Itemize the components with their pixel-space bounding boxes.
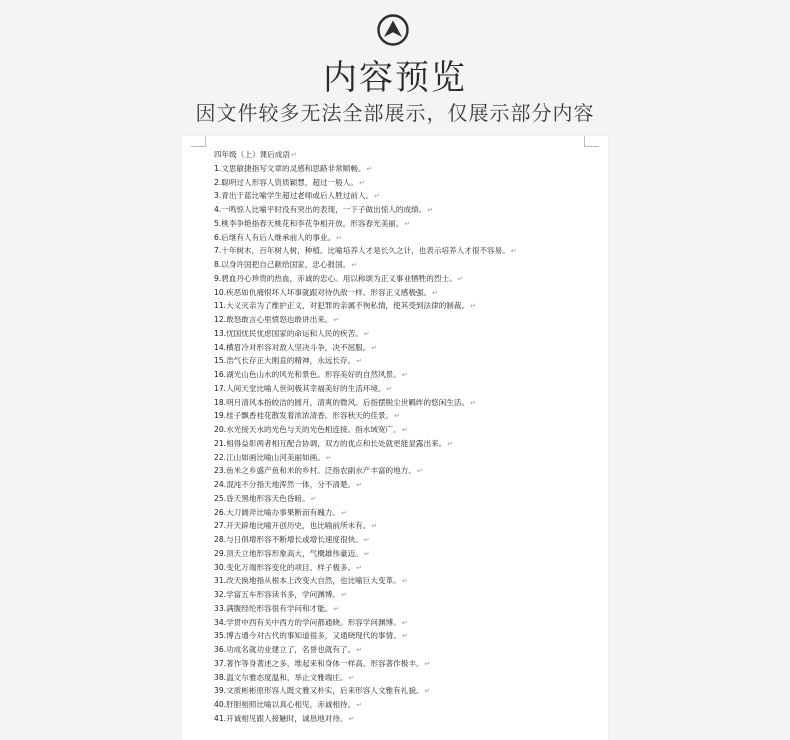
line-text: 29.顶天立地形容形象高大，气概雄伟豪迈。	[214, 548, 363, 558]
line-text: 35.博古通今对古代的事知道很多，又通晓现代的事情。	[214, 631, 401, 641]
line-text: 32.学富五车形容读书多，学问渊博。	[214, 590, 340, 599]
paragraph-mark-icon: ↵	[371, 522, 378, 531]
line-text: 34.学贯中西有关中西方的学问都通晓。形容学问渊博。	[214, 617, 401, 627]
document-line	[214, 231, 604, 245]
paragraph-mark-icon: ↵	[386, 384, 393, 393]
paragraph-mark-icon: ↵	[401, 577, 408, 586]
line-text: 5.桃李争艳指春天桃花和李花争相开放。形容春光美丽。	[214, 218, 404, 228]
document-line	[214, 574, 604, 588]
document-line	[214, 437, 604, 451]
line-text: 26.大刀阔斧比喻办事果断而有魄力。	[214, 507, 340, 517]
paragraph-mark-icon: ↵	[401, 632, 408, 641]
document-line	[214, 258, 604, 272]
page-subtitle: 因文件较多无法全部展示，仅展示部分内容	[195, 101, 595, 125]
document-line	[214, 629, 604, 643]
line-text: 18.明月清风本指皎洁的圆月，清爽的微风。后指摆脱尘世羁绊的悠闲生活。	[214, 397, 470, 407]
paragraph-mark-icon: ↵	[394, 412, 401, 421]
document-line	[214, 396, 604, 410]
paragraph-mark-icon: ↵	[356, 357, 363, 366]
line-text: 39.文质彬彬原形容人既文雅又朴实，后来形容人文雅有礼貌。	[214, 686, 424, 696]
line-text: 27.开天辟地比喻开创历史，也比喻前所未有。	[214, 521, 371, 531]
line-text: 36.功成名就功业建立了，名誉也就有了。	[214, 645, 356, 654]
line-text: 30.变化万端形容变化的项目、样子极多。	[214, 562, 356, 572]
document-line	[214, 327, 604, 341]
document-line	[214, 272, 604, 286]
document-line	[214, 162, 604, 176]
document-line	[214, 506, 604, 520]
document-line	[214, 354, 604, 368]
line-text: 37.著作等身著述之多，堆起来和身体一样高。形容著作极丰。	[214, 658, 424, 668]
line-text: 33.满腹经纶形容很有学问和才能。	[214, 603, 333, 613]
document-line	[214, 451, 604, 465]
line-text: 15.浩气长存正大刚直的精神，永远长存。	[214, 356, 356, 366]
line-text: 2.聪明过人形容人资质颖慧，超过一般人。	[214, 177, 358, 187]
line-text: 38.温文尔雅态度温和，举止文雅端庄。	[214, 672, 348, 682]
paragraph-mark-icon: ↵	[348, 673, 355, 682]
line-text: 21.相得益彰两者相互配合协调，双方的优点和长处就更能显露出来。	[214, 438, 447, 448]
document-line	[214, 684, 604, 698]
paragraph-mark-icon: ↵	[351, 261, 358, 269]
paragraph-mark-icon: ↵	[333, 316, 340, 324]
document-line	[214, 657, 604, 671]
document-line	[214, 588, 604, 602]
line-text: 40.肝胆相照比喻以真心相见，赤诚相待。	[214, 700, 356, 709]
paragraph-mark-icon: ↵	[447, 439, 454, 448]
line-text: 8.以身许国把自己献给国家，忠心报国。	[214, 260, 351, 269]
document-line	[214, 464, 604, 478]
line-text: 6.后继有人有后人继承前人的事业。	[214, 232, 336, 242]
document-line	[214, 671, 604, 685]
paragraph-mark-icon: ↵	[374, 192, 380, 201]
page-title: 内容预览	[323, 58, 467, 98]
line-text: 7.十年树木，百年树人树，种植。比喻培养人才是长久之计，也表示培养人才很不容易。	[214, 246, 510, 256]
line-text: 12.敢怒敢言心里愤怒也敢讲出来。	[214, 315, 333, 324]
paragraph-mark-icon: ↵	[371, 343, 378, 352]
paragraph-mark-icon: ↵	[401, 371, 408, 379]
line-text: 24.混沌不分指天地浑然一体，分不清楚。	[214, 480, 356, 489]
paragraph-mark-icon: ↵	[356, 701, 363, 709]
document-line	[214, 643, 604, 657]
document-line	[214, 313, 604, 327]
paragraph-mark-icon: ↵	[401, 618, 408, 627]
document-line	[214, 561, 604, 575]
line-text: 22.江山如画比喻山河美丽如画。	[214, 452, 325, 462]
paragraph-mark-icon: ↵	[404, 219, 411, 228]
line-text: 23.鱼米之乡盛产鱼和米的乡村。泛指农副水产丰富的地方。	[214, 466, 416, 476]
line-text: 四年级（上）课后成语	[214, 150, 290, 159]
paragraph-mark-icon: ↵	[310, 494, 317, 503]
paragraph-mark-icon: ↵	[416, 467, 423, 476]
document-line	[214, 368, 604, 382]
line-text: 14.横眉冷对形容对敌人坚决斗争，决不屈服。	[214, 342, 371, 352]
line-text: 11.大义灭亲为了维护正义，对犯罪的亲属不徇私情，使其受到法律的制裁。	[214, 301, 470, 311]
paragraph-mark-icon: ↵	[366, 164, 373, 173]
document-line	[214, 299, 604, 313]
line-text: 17.人间天堂比喻人世间极其幸福美好的生活环境。	[214, 383, 386, 393]
paragraph-mark-icon: ↵	[363, 329, 370, 338]
paragraph-mark-icon: ↵	[356, 481, 363, 489]
paragraph-mark-icon: ↵	[333, 604, 340, 613]
paragraph-mark-icon: ↵	[358, 178, 365, 187]
paragraph-mark-icon: ↵	[325, 453, 332, 462]
document-line	[214, 244, 604, 258]
line-text: 41.开诚相见跟人接触时，诚恳地对待。	[214, 713, 348, 723]
paragraph-mark-icon: ↵	[356, 646, 363, 654]
document-heading	[214, 148, 604, 162]
document-page[interactable]	[182, 136, 608, 740]
document-line	[214, 547, 604, 561]
paragraph-mark-icon: ↵	[470, 302, 476, 311]
logo-icon	[377, 14, 409, 46]
document-line	[214, 423, 604, 437]
line-text: 16.湖光山色山水的风光和景色。形容美好的自然风景。	[214, 370, 401, 379]
document-line	[214, 382, 604, 396]
document-line	[214, 712, 604, 726]
document-line	[214, 409, 604, 423]
document-line	[214, 492, 604, 506]
document-line	[214, 217, 604, 231]
crop-mark-top-left	[191, 136, 206, 147]
paragraph-mark-icon: ↵	[363, 536, 370, 544]
line-text: 20.水光接天水的光色与天的光色相连接。指水域宽广。	[214, 425, 401, 434]
paragraph-mark-icon: ↵	[457, 274, 464, 283]
document-line	[214, 176, 604, 190]
paragraph-mark-icon: ↵	[510, 247, 517, 256]
paragraph-mark-icon: ↵	[340, 591, 347, 599]
document-line	[214, 698, 604, 712]
document-line	[214, 616, 604, 630]
paragraph-mark-icon: ↵	[363, 549, 370, 558]
paragraph-mark-icon: ↵	[470, 398, 476, 407]
paragraph-mark-icon: ↵	[356, 563, 363, 572]
document-body	[214, 148, 604, 726]
line-text: 13.忧国忧民忧虑国家的命运和人民的疾苦。	[214, 328, 363, 338]
paragraph-mark-icon: ↵	[432, 288, 438, 297]
line-text: 19.桂子飘香桂花散发着浓浓清香。形容秋天的佳景。	[214, 411, 394, 421]
paragraph-mark-icon: ↵	[424, 659, 431, 668]
paragraph-mark-icon: ↵	[290, 151, 297, 159]
document-line	[214, 478, 604, 492]
line-text: 9.碧血丹心珍贵的热血，赤诚的忠心。用以称颂为正义事业牺牲的烈士。	[214, 273, 457, 283]
line-text: 31.改天换地指从根本上改变大自然，也比喻巨大变革。	[214, 576, 401, 586]
paragraph-mark-icon: ↵	[348, 714, 355, 723]
paragraph-mark-icon: ↵	[424, 687, 431, 696]
document-line	[214, 341, 604, 355]
line-text: 10.疾恶如仇痛恨坏人坏事就跟对待仇敌一样。形容正义感极强。	[214, 287, 432, 297]
paragraph-mark-icon: ↵	[340, 508, 347, 517]
document-line	[214, 286, 604, 300]
paragraph-mark-icon: ↵	[336, 233, 343, 242]
line-text: 25.昏天黑地形容天色昏暗。	[214, 493, 310, 503]
paragraph-mark-icon: ↵	[401, 426, 408, 434]
document-line	[214, 602, 604, 616]
document-line	[214, 533, 604, 547]
crop-mark-top-right	[584, 136, 599, 147]
line-text: 4.一鸣惊人比喻平时没有突出的表现，一下子做出惊人的成绩。	[214, 205, 427, 214]
paragraph-mark-icon: ↵	[427, 206, 434, 214]
document-line	[214, 519, 604, 533]
document-line	[214, 203, 604, 217]
document-line	[214, 189, 604, 203]
line-text: 3.青出于蓝比喻学生超过老师或后人胜过前人。	[214, 191, 374, 201]
line-text: 1.文思敏捷指写文章的灵感和思路非常顺畅。	[214, 163, 366, 173]
line-text: 28.与日俱增形容不断增长或增长速度很快。	[214, 535, 363, 544]
